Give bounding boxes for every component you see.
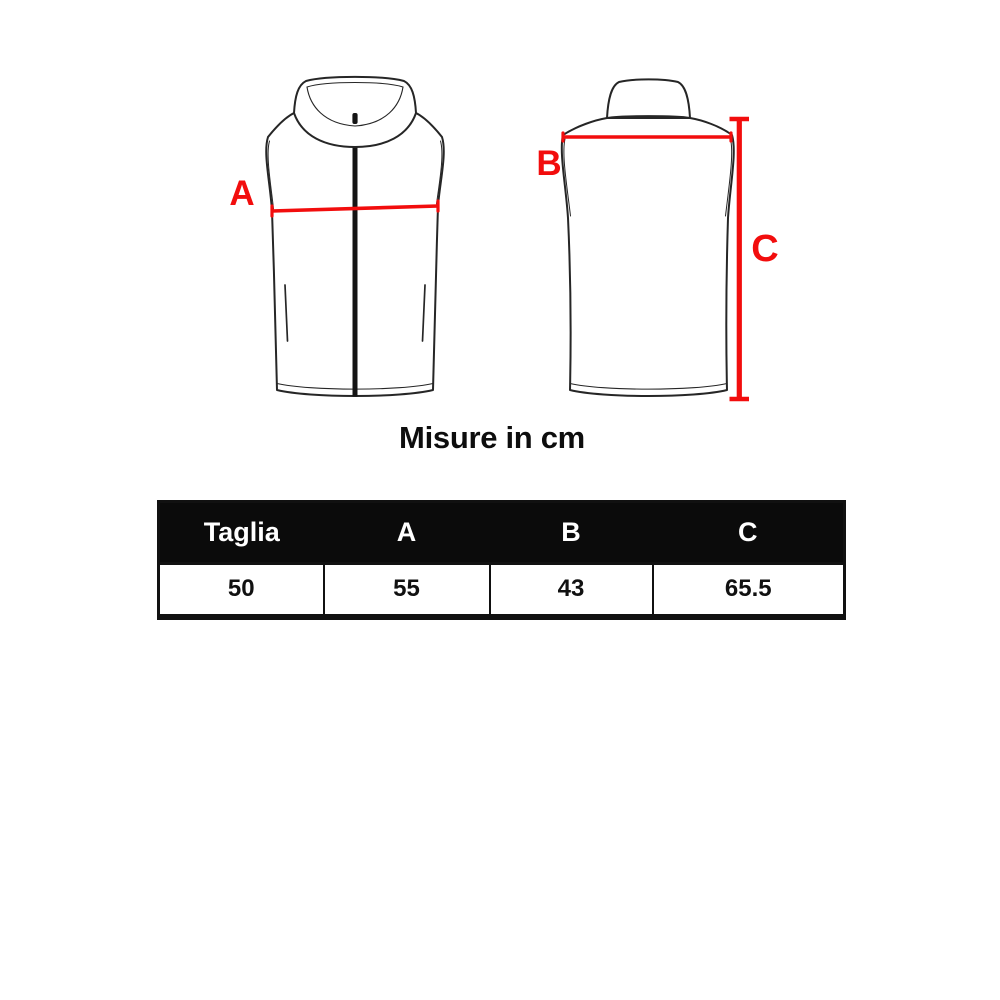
size-value-b: 43	[490, 564, 653, 617]
zipper-pull	[352, 113, 357, 124]
size-table-header-a: A	[324, 502, 490, 564]
measure-label-a: A	[229, 174, 255, 213]
size-table-header-b: B	[490, 502, 653, 564]
size-table-header-c: C	[653, 502, 845, 564]
size-table-row	[159, 564, 845, 617]
size-value-taglia: 50	[159, 564, 324, 617]
vest-front-illustration	[250, 75, 460, 410]
vest-front-collar	[294, 77, 416, 147]
size-table-header-taglia: Taglia	[159, 502, 324, 564]
size-value-c: 65.5	[653, 564, 845, 617]
measure-label-c: C	[751, 228, 779, 270]
vest-back-body	[562, 118, 734, 396]
measure-label-b: B	[536, 144, 562, 183]
vest-back-collar	[607, 79, 690, 118]
size-value-a: 55	[324, 564, 490, 617]
measurements-title: Misure in cm	[399, 420, 585, 455]
size-table-header-row	[159, 502, 845, 564]
size-table	[157, 500, 846, 620]
vest-back-illustration	[540, 72, 760, 412]
